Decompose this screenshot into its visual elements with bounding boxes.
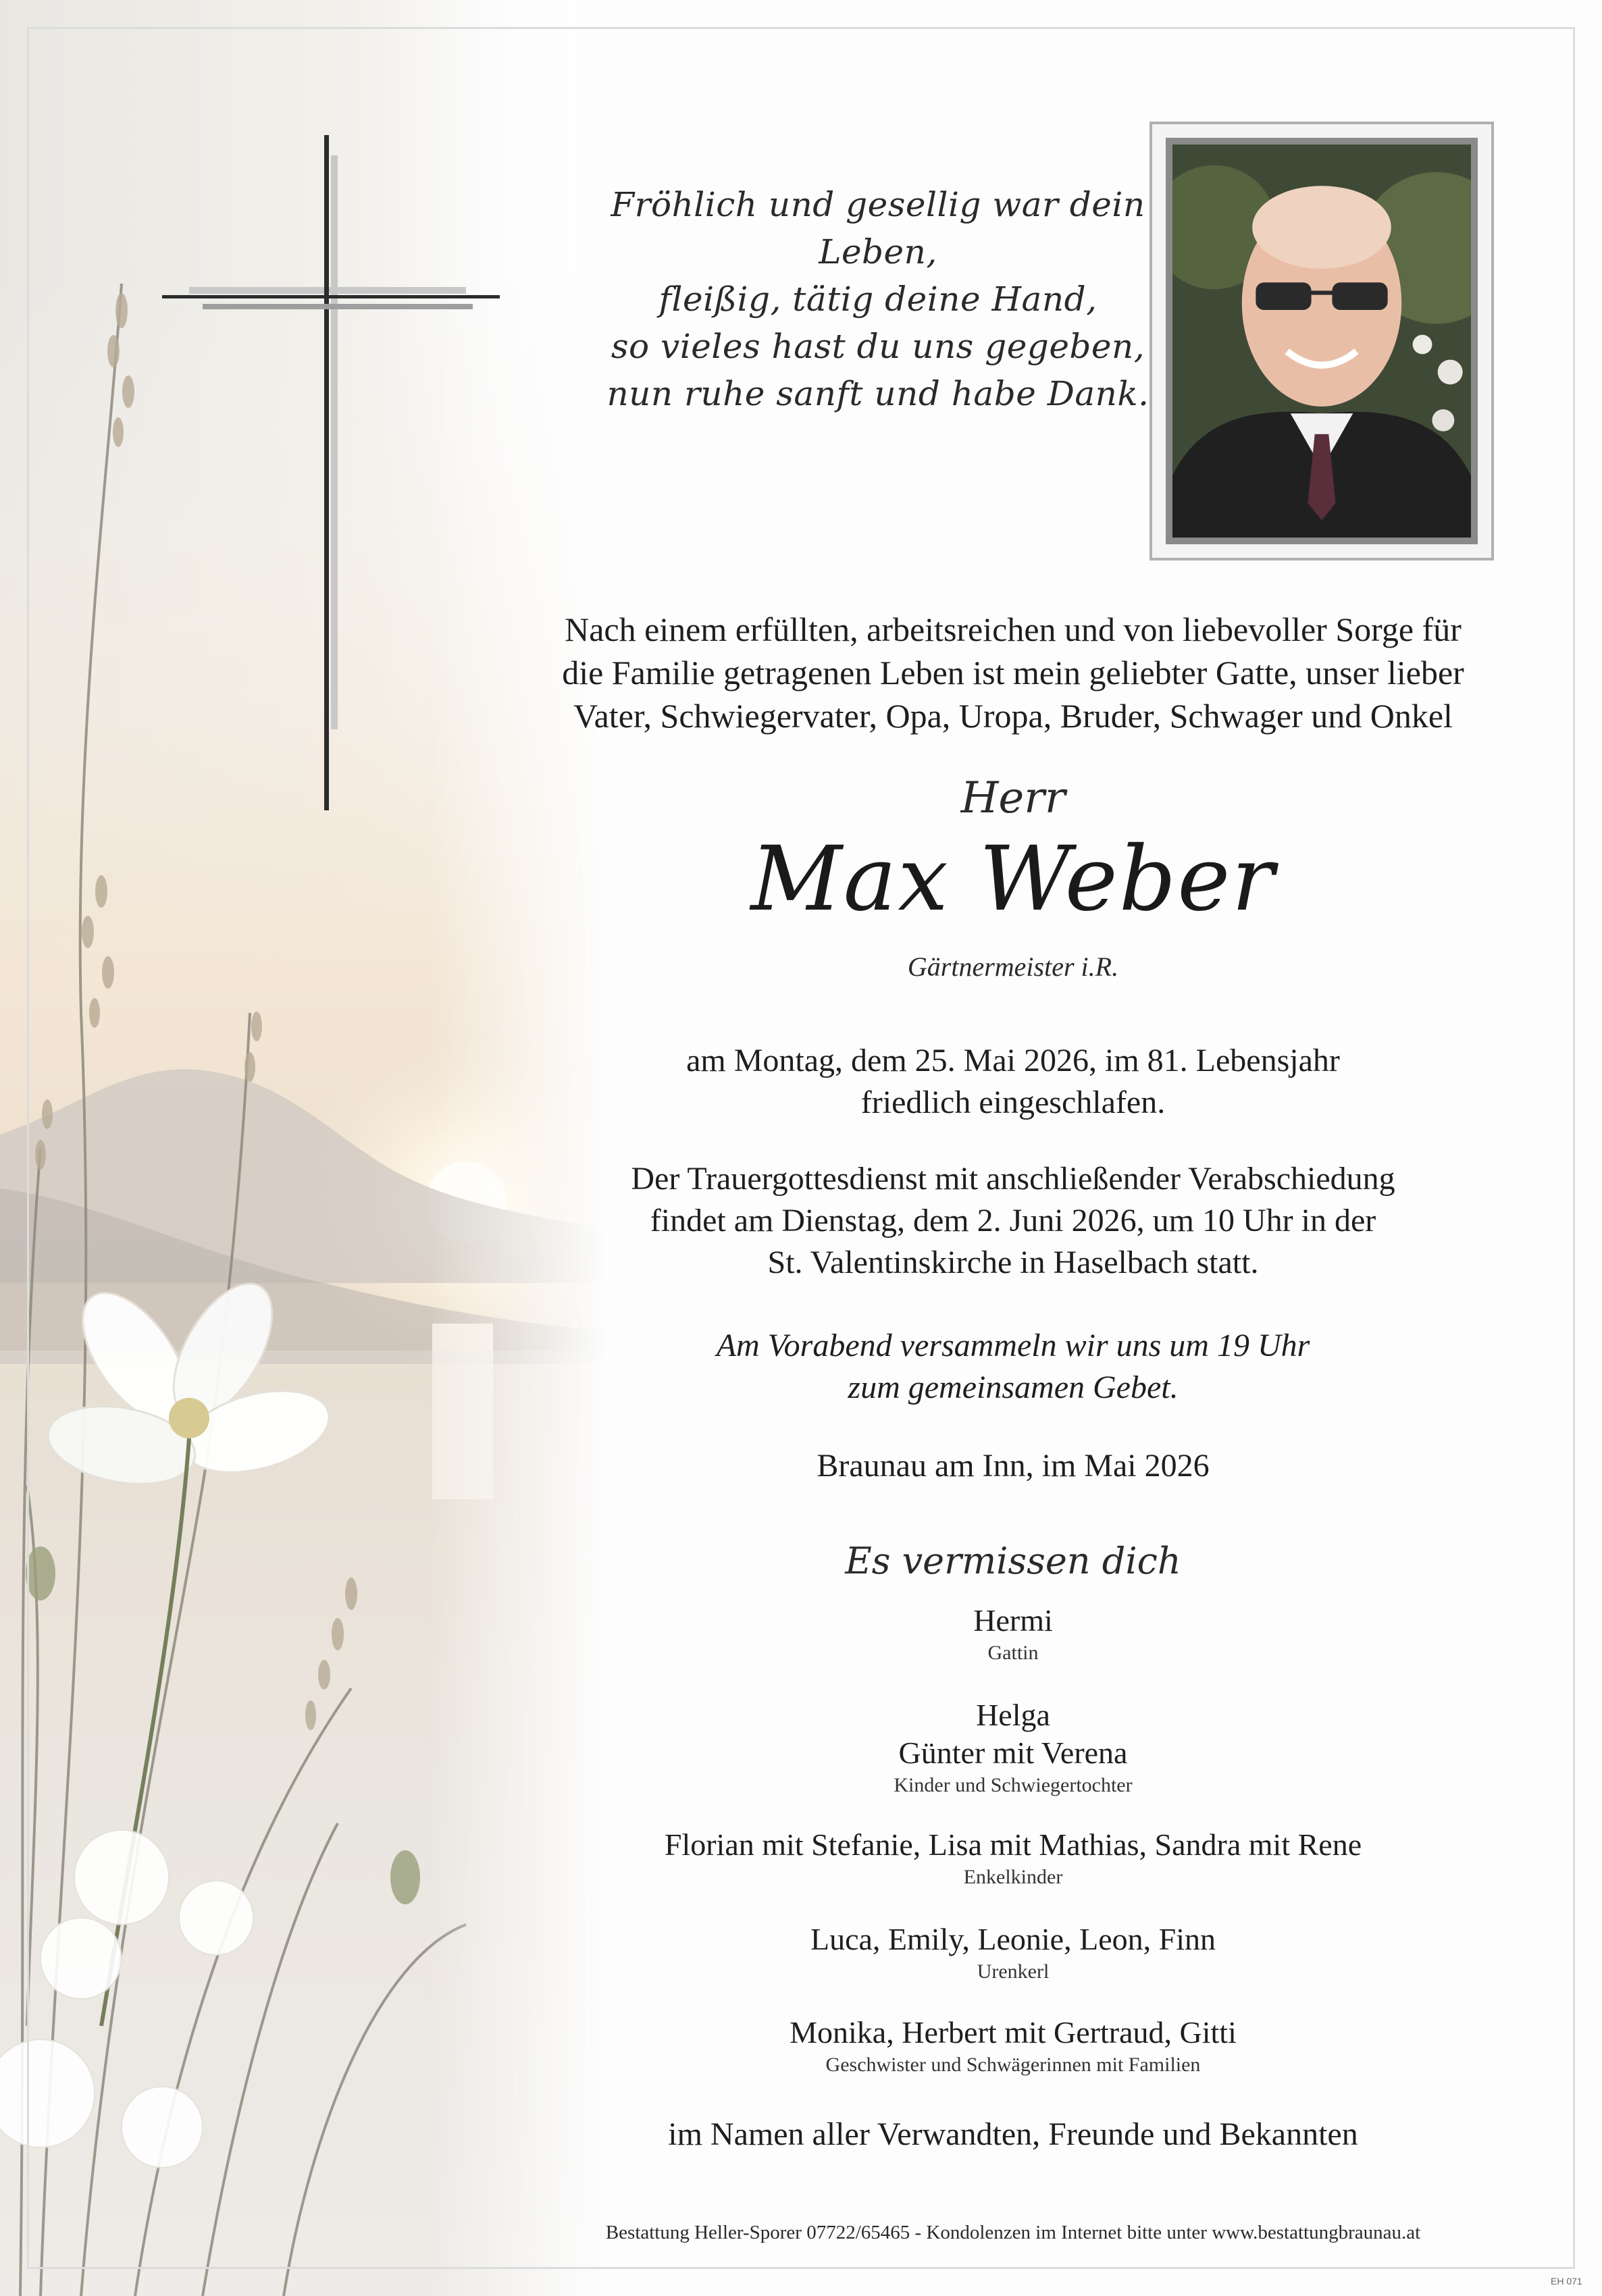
announcement-line: die Familie getragenen Leben ist mein geliebter Gatte, unser lieber <box>562 654 1464 692</box>
poem-line: nun ruhe sanft und habe Dank. <box>606 374 1149 413</box>
mourner-relation: Geschwister und Schwägerinnen mit Familien <box>825 2054 1201 2076</box>
vigil-line: Am Vorabend versammeln wir uns um 19 Uhr <box>716 1328 1310 1363</box>
mourner-names: Günter mit Verena <box>898 1736 1128 1770</box>
salutation: Herr <box>960 773 1066 823</box>
death-line: friedlich eingeschlafen. <box>860 1085 1166 1120</box>
portrait-frame <box>1149 122 1494 560</box>
death-notice <box>513 1040 1513 1124</box>
mourner-group <box>513 2014 1513 2079</box>
mourner-names: Florian mit Stefanie, Lisa mit Mathias, Sandra mit Rene <box>664 1827 1362 1862</box>
mourner-group <box>513 1921 1513 1985</box>
mourners-heading: Es vermissen dich <box>845 1540 1181 1582</box>
mourner-group <box>513 1602 1513 1667</box>
death-line: am Montag, dem 25. Mai 2026, im 81. Lebensjahr <box>686 1043 1340 1078</box>
place-date: Braunau am Inn, im Mai 2026 <box>817 1448 1210 1484</box>
mourner-group <box>513 1826 1513 1891</box>
poem <box>554 181 1202 417</box>
service-notice <box>513 1158 1513 1284</box>
mourner-relation: Enkelkinder <box>963 1866 1063 1888</box>
mourner-group <box>513 1696 1513 1799</box>
announcement-line: Vater, Schwiegervater, Opa, Uropa, Bruder, Schwager und Onkel <box>573 697 1453 735</box>
service-line: St. Valentinskirche in Haselbach statt. <box>767 1245 1259 1280</box>
deceased-title: Gärtnermeister i.R. <box>907 951 1119 982</box>
announcement-line: Nach einem erfüllten, arbeitsreichen und von liebevoller Sorge für <box>565 610 1462 648</box>
mourner-relation: Kinder und Schwiegertochter <box>894 1774 1133 1796</box>
service-line: findet am Dienstag, dem 2. Juni 2026, um 10 Uhr in der <box>650 1203 1376 1238</box>
cross-icon <box>162 135 513 817</box>
mourner-names: Hermi <box>973 1603 1053 1638</box>
mourner-names: Helga <box>976 1698 1050 1732</box>
vigil-line: zum gemeinsamen Gebet. <box>848 1369 1179 1405</box>
poem-line: so vieles hast du uns gegeben, <box>611 327 1145 366</box>
vigil-notice <box>513 1325 1513 1409</box>
form-code: EH 071 <box>1551 2276 1582 2287</box>
poem-line: fleißig, tätig deine Hand, <box>658 280 1097 319</box>
mourner-relation: Urenkerl <box>977 1960 1050 1983</box>
service-line: Der Trauergottesdienst mit anschließender Verabschiedung <box>631 1161 1395 1197</box>
announcement-text <box>513 608 1513 737</box>
portrait-photo <box>1166 138 1478 544</box>
poem-line: Fröhlich und gesellig war dein Leben, <box>611 185 1145 271</box>
mourner-names: Luca, Emily, Leonie, Leon, Finn <box>810 1922 1216 1956</box>
footer-text: Bestattung Heller-Sporer 07722/65465 - Kondolenzen im Internet bitte unter www.bestattungbraunau.at <box>605 2222 1421 2243</box>
mourner-names: Monika, Herbert mit Gertraud, Gitti <box>790 2015 1237 2050</box>
deceased-name: Max Weber <box>750 827 1276 931</box>
closing-line: im Namen aller Verwandten, Freunde und Bekannten <box>668 2116 1358 2152</box>
mourner-relation: Gattin <box>987 1642 1039 1664</box>
